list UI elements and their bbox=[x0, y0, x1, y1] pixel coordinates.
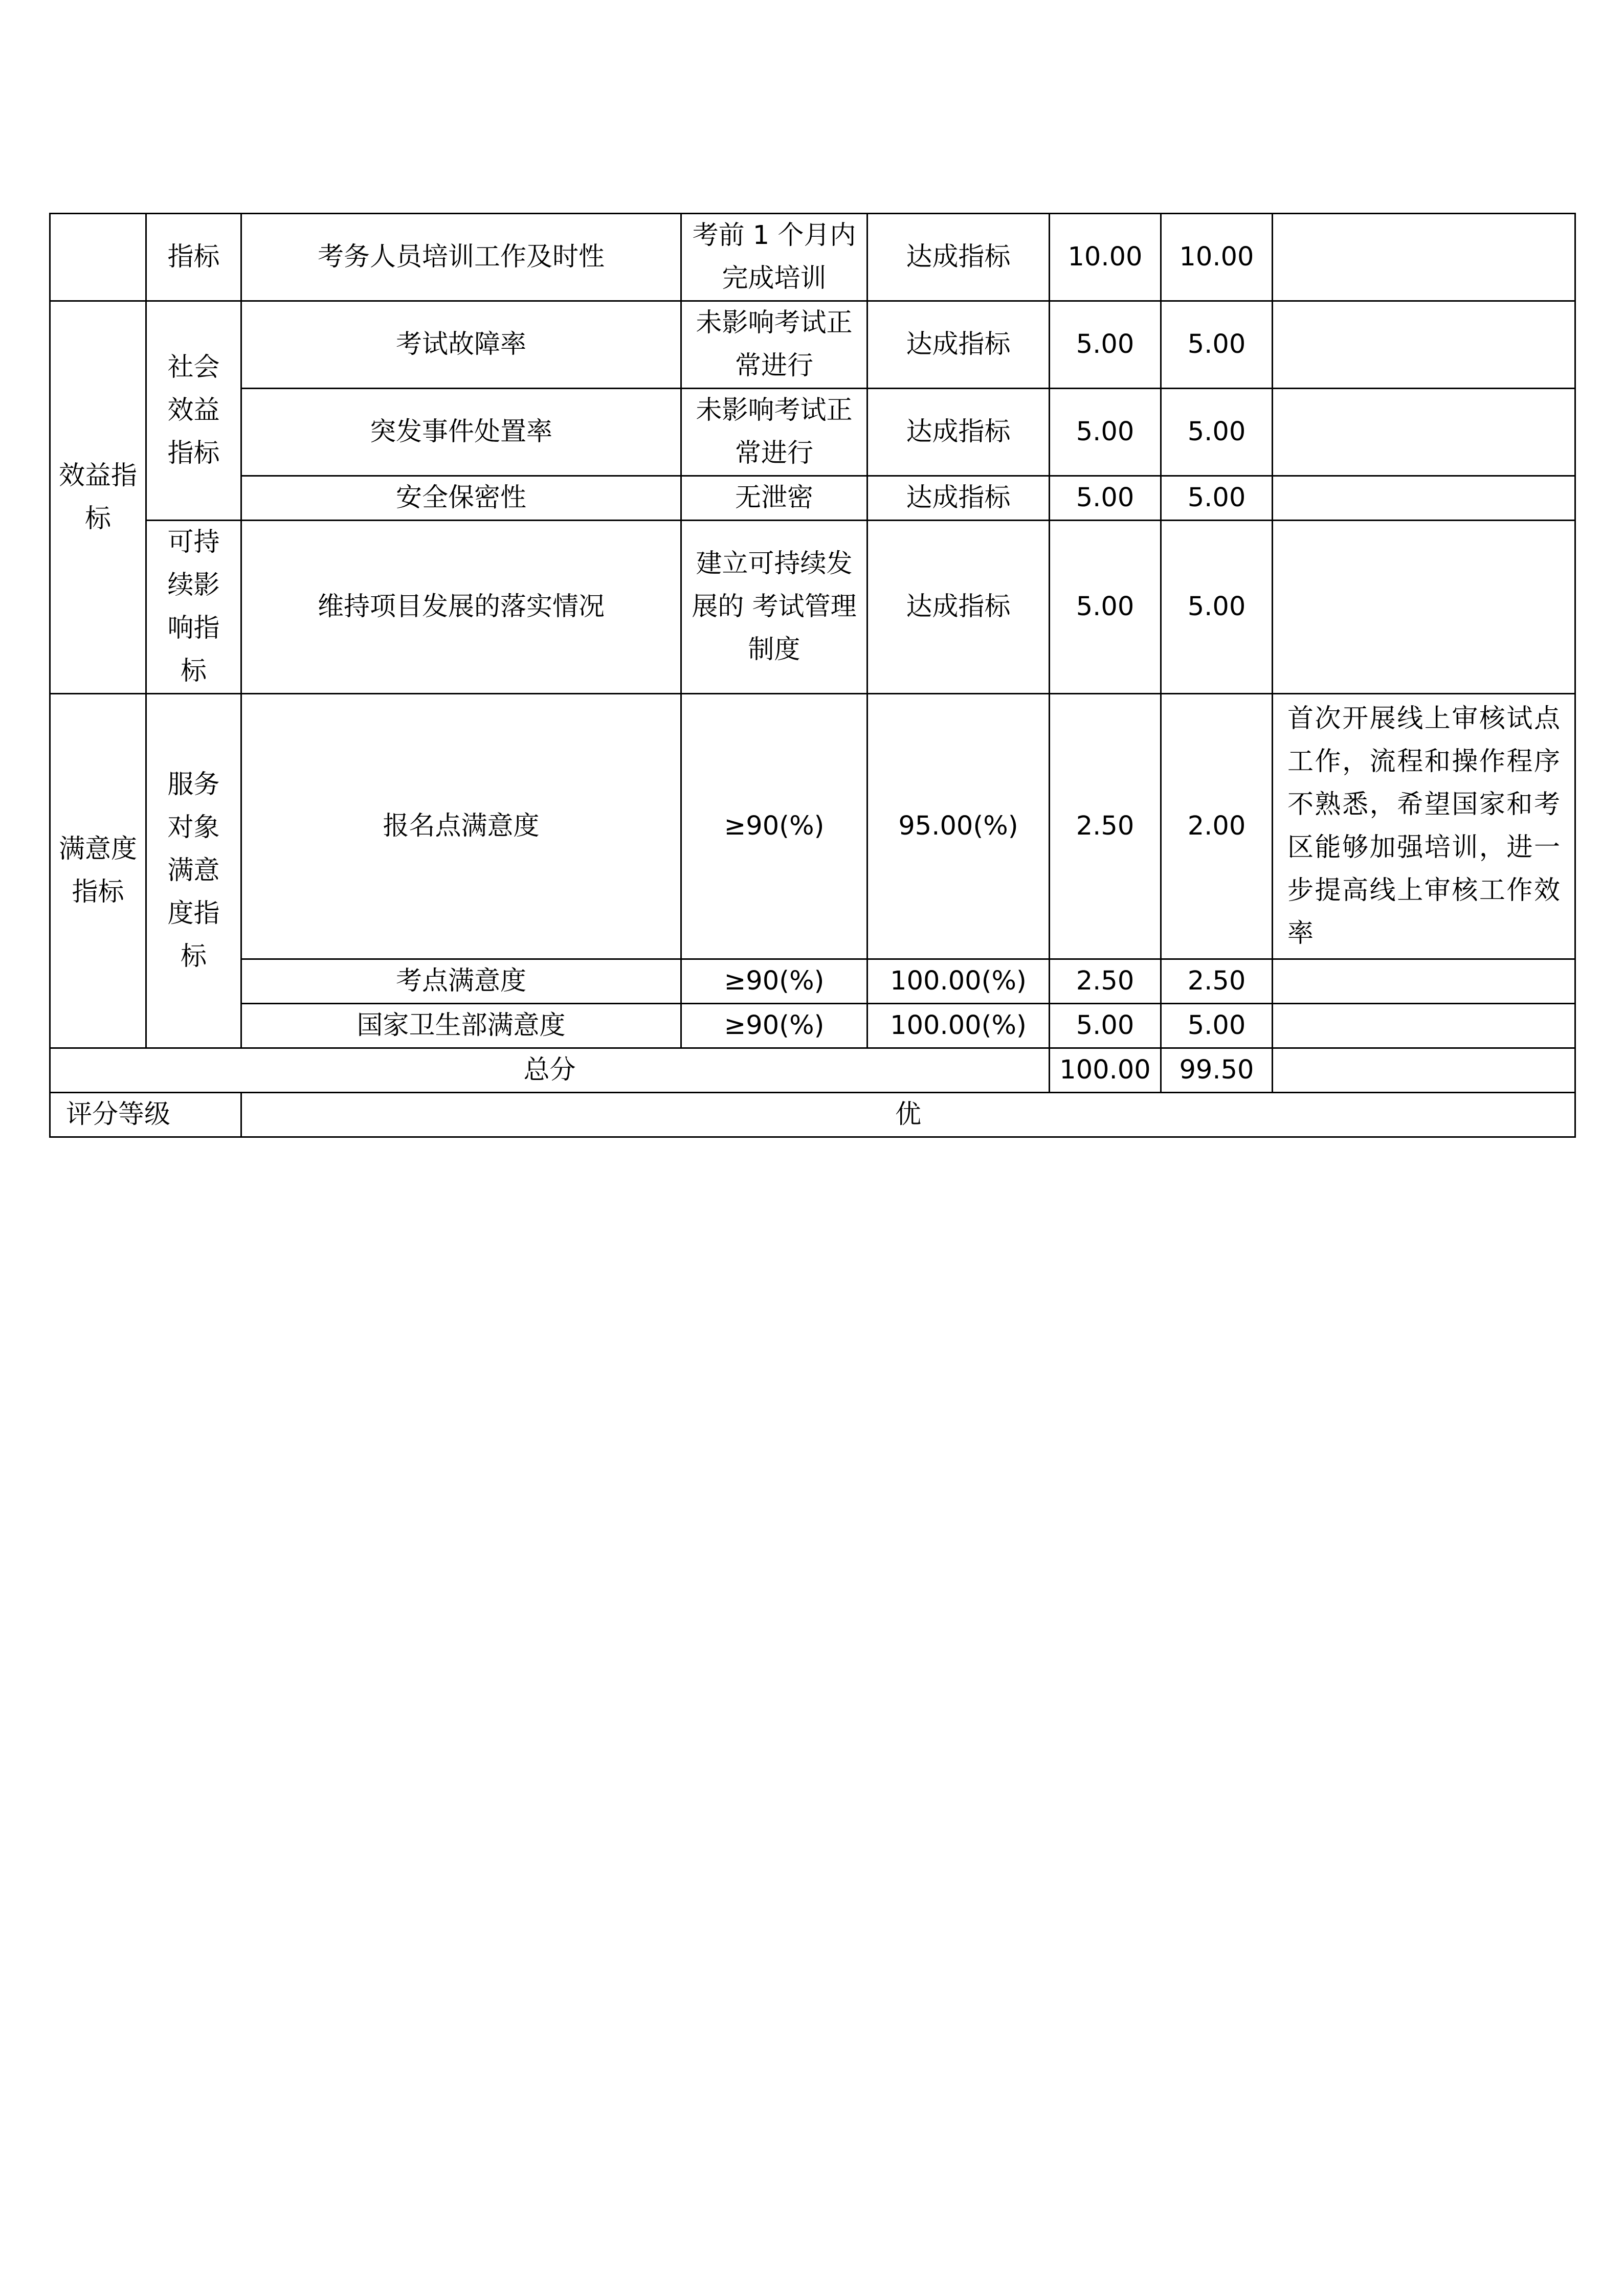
actual-value: 100.00(%) bbox=[867, 959, 1050, 1004]
actual-value: 达成指标 bbox=[867, 389, 1050, 476]
total-row bbox=[50, 1048, 1575, 1093]
actual-value: 达成指标 bbox=[867, 301, 1050, 389]
actual-value: 达成指标 bbox=[867, 214, 1050, 301]
note-cell bbox=[1273, 959, 1575, 1004]
grade-value: 优 bbox=[241, 1093, 1575, 1137]
score-value: 5.00 bbox=[1161, 1004, 1273, 1048]
target-value: 考前 1 个月内完成培训 bbox=[681, 214, 867, 301]
note-cell bbox=[1273, 214, 1575, 301]
target-value: 无泄密 bbox=[681, 476, 867, 521]
weight-value: 5.00 bbox=[1050, 389, 1161, 476]
indicator-name: 考务人员培训工作及时性 bbox=[241, 214, 681, 301]
target-value: ≥90(%) bbox=[681, 1004, 867, 1048]
actual-value: 100.00(%) bbox=[867, 1004, 1050, 1048]
total-score: 99.50 bbox=[1161, 1048, 1273, 1093]
level2-social: 社会效益指标 bbox=[146, 301, 241, 521]
grade-row bbox=[50, 1093, 1575, 1137]
level1-cell bbox=[50, 214, 146, 301]
table-row bbox=[50, 301, 1575, 389]
weight-value: 2.50 bbox=[1050, 959, 1161, 1004]
level1-satisfaction: 满意度指标 bbox=[50, 694, 146, 1048]
weight-value: 5.00 bbox=[1050, 521, 1161, 694]
table-row bbox=[50, 959, 1575, 1004]
score-value: 2.00 bbox=[1161, 694, 1273, 959]
total-weight: 100.00 bbox=[1050, 1048, 1161, 1093]
score-value: 2.50 bbox=[1161, 959, 1273, 1004]
target-value: ≥90(%) bbox=[681, 694, 867, 959]
target-value: 建立可持续发展的 考试管理制度 bbox=[681, 521, 867, 694]
note-cell bbox=[1273, 301, 1575, 389]
note-cell bbox=[1273, 1004, 1575, 1048]
weight-value: 2.50 bbox=[1050, 694, 1161, 959]
target-value: 未影响考试正常进行 bbox=[681, 389, 867, 476]
indicator-name: 维持项目发展的落实情况 bbox=[241, 521, 681, 694]
level2-sustain: 可持续影响指标 bbox=[146, 521, 241, 694]
level2-service: 服务对象满意度指标 bbox=[146, 694, 241, 1048]
indicator-name: 安全保密性 bbox=[241, 476, 681, 521]
score-value: 5.00 bbox=[1161, 521, 1273, 694]
performance-table bbox=[49, 213, 1576, 1138]
indicator-name: 国家卫生部满意度 bbox=[241, 1004, 681, 1048]
table-row bbox=[50, 521, 1575, 694]
score-value: 5.00 bbox=[1161, 301, 1273, 389]
note-cell bbox=[1273, 389, 1575, 476]
total-label: 总分 bbox=[50, 1048, 1050, 1093]
indicator-name: 报名点满意度 bbox=[241, 694, 681, 959]
level2-cell: 指标 bbox=[146, 214, 241, 301]
grade-label: 评分等级 bbox=[50, 1093, 241, 1137]
target-value: ≥90(%) bbox=[681, 959, 867, 1004]
actual-value: 达成指标 bbox=[867, 521, 1050, 694]
note-cell bbox=[1273, 521, 1575, 694]
weight-value: 5.00 bbox=[1050, 476, 1161, 521]
table-row bbox=[50, 214, 1575, 301]
weight-value: 5.00 bbox=[1050, 1004, 1161, 1048]
level1-benefit: 效益指标 bbox=[50, 301, 146, 694]
score-value: 5.00 bbox=[1161, 389, 1273, 476]
score-value: 5.00 bbox=[1161, 476, 1273, 521]
actual-value: 95.00(%) bbox=[867, 694, 1050, 959]
indicator-name: 突发事件处置率 bbox=[241, 389, 681, 476]
actual-value: 达成指标 bbox=[867, 476, 1050, 521]
note-cell bbox=[1273, 476, 1575, 521]
weight-value: 10.00 bbox=[1050, 214, 1161, 301]
weight-value: 5.00 bbox=[1050, 301, 1161, 389]
table-row bbox=[50, 476, 1575, 521]
indicator-name: 考试故障率 bbox=[241, 301, 681, 389]
table-row bbox=[50, 389, 1575, 476]
score-value: 10.00 bbox=[1161, 214, 1273, 301]
target-value: 未影响考试正常进行 bbox=[681, 301, 867, 389]
note-cell: 首次开展线上审核试点工作，流程和操作程序不熟悉，希望国家和考区能够加强培训，进一步提高线上审核工作效率 bbox=[1273, 694, 1575, 959]
table-row bbox=[50, 1004, 1575, 1048]
total-note bbox=[1273, 1048, 1575, 1093]
table-row bbox=[50, 694, 1575, 959]
indicator-name: 考点满意度 bbox=[241, 959, 681, 1004]
